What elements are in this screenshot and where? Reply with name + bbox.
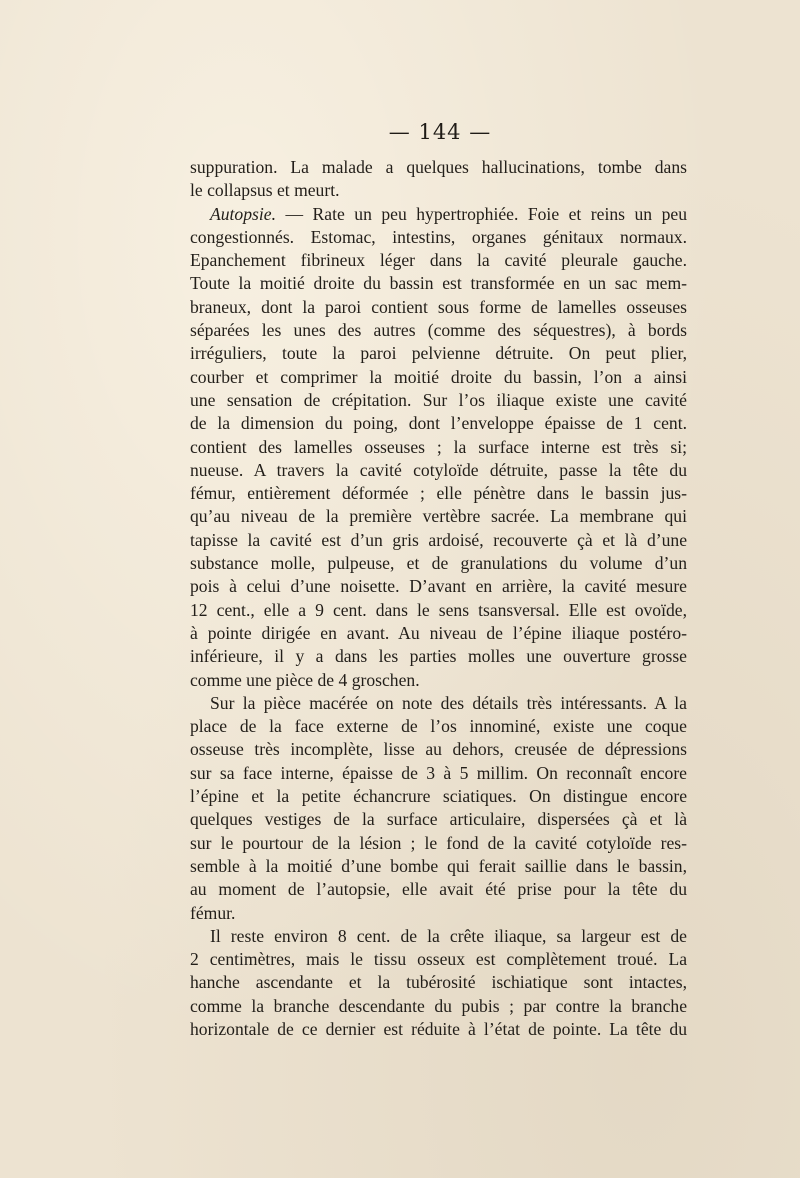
text-line: contient des lamelles osseuses ; la surface interne est très si; xyxy=(190,436,687,457)
text-line: fémur, entièrement déformée ; elle pénètre dans le bassin jus- xyxy=(190,483,687,504)
text-line: sur sa face interne, épaisse de 3 à 5 millim. On reconnaît encore xyxy=(190,762,687,783)
text-line: qu’au niveau de la première vertèbre sacrée. La membrane qui xyxy=(190,506,687,527)
text-line: hanche ascendante et la tubérosité ischiatique sont intactes, xyxy=(190,972,687,993)
text-line: quelques vestiges de la surface articulaire, dispersées çà et là xyxy=(190,809,687,830)
text-line: au moment de l’autopsie, elle avait été prise pour la tête du xyxy=(190,879,687,900)
text-line: tapisse la cavité est d’un gris ardoisé, recouverte çà et là d’une xyxy=(190,529,687,550)
text-line: substance molle, pulpeuse, et de granulations du volume d’un xyxy=(190,553,687,574)
page-number: — 144 — xyxy=(388,120,492,144)
text-line: sur le pourtour de la lésion ; le fond de la cavité cotyloïde res- xyxy=(190,832,687,853)
text-line: horizontale de ce dernier est réduite à l’état de pointe. La tête du xyxy=(190,1018,687,1039)
autopsie-label: Autopsie. xyxy=(210,203,276,224)
text-line: comme la branche descendante du pubis ; par contre la branche xyxy=(190,995,687,1016)
text-line: osseuse très incomplète, lisse au dehors, creusée de dépressions xyxy=(190,739,687,760)
text-line: semble à la moitié d’une bombe qui ferait saillie dans le bassin, xyxy=(190,855,687,876)
text-line: suppuration. La malade a quelques hallucinations, tombe dans xyxy=(190,157,687,177)
text-line: à pointe dirigée en avant. Au niveau de l’épine iliaque postéro- xyxy=(190,622,687,643)
text-line: fémur. xyxy=(190,902,236,923)
text-line: Epanchement fibrineux léger dans la cavité pleurale gauche. xyxy=(190,250,687,271)
text-line: congestionnés. Estomac, intestins, organes génitaux normaux. xyxy=(190,226,687,247)
text-line: 12 cent., elle a 9 cent. dans le sens tsansversal. Elle est ovoïde, xyxy=(190,599,687,620)
text-line: une sensation de crépitation. Sur l’os iliaque existe une cavité xyxy=(190,389,687,410)
text-line: pois à celui d’une noisette. D’avant en arrière, la cavité mesure xyxy=(190,576,687,597)
text-line: nueuse. A travers la cavité cotyloïde détruite, passe la tête du xyxy=(190,459,687,480)
text-line: le collapsus et meurt. xyxy=(190,180,340,201)
text-line: de la dimension du poing, dont l’enveloppe épaisse de 1 cent. xyxy=(190,413,687,434)
text-line: comme une pièce de 4 groschen. xyxy=(190,669,420,690)
text-line: place de la face externe de l’os innominé, existe une coque xyxy=(190,716,687,737)
text-line: irréguliers, toute la paroi pelvienne détruite. On peut plier, xyxy=(190,343,687,364)
text-line: courber et comprimer la moitié droite du bassin, l’on a ainsi xyxy=(190,366,687,387)
text-line: 2 centimètres, mais le tissu osseux est complètement troué. La xyxy=(190,949,687,970)
text-line: braneux, dont la paroi contient sous forme de lamelles osseuses xyxy=(190,296,687,317)
text-line: Toute la moitié droite du bassin est transformée en un sac mem- xyxy=(190,273,687,294)
body-text xyxy=(190,156,687,1041)
text-line xyxy=(190,203,687,226)
text-line: l’épine et la petite échancrure sciatiques. On distingue encore xyxy=(190,786,687,807)
text-line: Sur la pièce macérée on note des détails très intéressants. A la xyxy=(210,692,687,713)
text-line: séparées les unes des autres (comme des séquestres), à bords xyxy=(190,320,687,341)
text-line-rest: — Rate un peu hypertrophiée. Foie et reins un peu xyxy=(285,203,687,224)
text-line: Il reste environ 8 cent. de la crête iliaque, sa largeur est de xyxy=(210,925,687,946)
text-line: inférieure, il y a dans les parties molles une ouverture grosse xyxy=(190,646,687,667)
